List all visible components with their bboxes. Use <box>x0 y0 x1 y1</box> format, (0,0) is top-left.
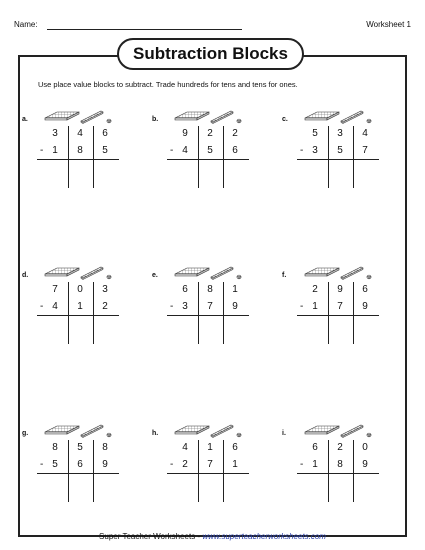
bottom-digit: 9 <box>362 301 368 312</box>
place-value-blocks <box>43 108 113 124</box>
problem-label: f. <box>282 272 287 279</box>
place-value-blocks <box>303 108 373 124</box>
bottom-digit: 6 <box>232 145 238 156</box>
tens-rod-icon <box>211 111 233 124</box>
answer-hundreds[interactable] <box>173 318 197 333</box>
place-value-blocks <box>303 264 373 280</box>
minus-sign: - <box>40 301 44 312</box>
ones-cube-icon <box>237 275 241 279</box>
subtraction-grid <box>300 282 378 354</box>
worksheet-header <box>14 20 411 34</box>
subtraction-grid <box>40 440 118 512</box>
answer-ones[interactable] <box>353 476 377 491</box>
problem-g <box>22 430 132 520</box>
top-digit: 0 <box>362 442 368 453</box>
answer-hundreds[interactable] <box>303 318 327 333</box>
column-divider <box>93 126 94 188</box>
column-divider <box>198 440 199 502</box>
top-digit: 7 <box>52 284 58 295</box>
answer-hundreds[interactable] <box>173 162 197 177</box>
answer-hundreds[interactable] <box>43 476 67 491</box>
answer-line <box>167 473 249 474</box>
column-divider <box>68 126 69 188</box>
answer-tens[interactable] <box>328 476 352 491</box>
bottom-digit: 9 <box>102 459 108 470</box>
name-line[interactable] <box>47 29 242 30</box>
subtraction-grid <box>300 440 378 512</box>
minus-sign: - <box>170 459 174 470</box>
title-banner <box>117 38 304 70</box>
tens-rod-icon <box>211 425 233 438</box>
column-divider <box>93 440 94 502</box>
hundreds-flat-icon <box>305 268 339 276</box>
minus-sign: - <box>170 301 174 312</box>
column-divider <box>223 126 224 188</box>
answer-tens[interactable] <box>328 162 352 177</box>
top-digit: 6 <box>232 442 238 453</box>
column-divider <box>198 126 199 188</box>
page-title: Subtraction Blocks <box>133 44 288 63</box>
top-digit: 2 <box>207 128 213 139</box>
problem-label: e. <box>152 272 158 279</box>
answer-tens[interactable] <box>198 318 222 333</box>
answer-line <box>297 473 379 474</box>
bottom-digit: 7 <box>337 301 343 312</box>
column-divider <box>353 282 354 344</box>
ones-cube-icon <box>367 119 371 123</box>
column-divider <box>93 282 94 344</box>
top-digit: 6 <box>312 442 318 453</box>
ones-cube-icon <box>107 275 111 279</box>
top-digit: 0 <box>77 284 83 295</box>
minus-sign: - <box>300 459 304 470</box>
place-value-blocks <box>43 264 113 280</box>
answer-hundreds[interactable] <box>173 476 197 491</box>
answer-line <box>37 159 119 160</box>
top-digit: 4 <box>77 128 83 139</box>
ones-cube-icon <box>237 433 241 437</box>
answer-ones[interactable] <box>223 162 247 177</box>
minus-sign: - <box>300 301 304 312</box>
top-digit: 9 <box>182 128 188 139</box>
place-value-blocks <box>43 422 113 438</box>
subtraction-grid <box>40 126 118 198</box>
bottom-digit: 4 <box>52 301 58 312</box>
bottom-digit: 3 <box>312 145 318 156</box>
top-digit: 2 <box>232 128 238 139</box>
bottom-digit: 7 <box>362 145 368 156</box>
answer-ones[interactable] <box>93 318 117 333</box>
place-value-blocks <box>173 422 243 438</box>
problem-i <box>282 430 392 520</box>
hundreds-flat-icon <box>305 426 339 434</box>
minus-sign: - <box>300 145 304 156</box>
column-divider <box>328 126 329 188</box>
subtraction-grid <box>300 126 378 198</box>
problem-d <box>22 272 132 362</box>
top-digit: 6 <box>362 284 368 295</box>
bottom-digit: 1 <box>52 145 58 156</box>
top-digit: 8 <box>52 442 58 453</box>
problem-e <box>152 272 262 362</box>
name-label: Name: <box>14 20 38 29</box>
answer-hundreds[interactable] <box>43 318 67 333</box>
answer-hundreds[interactable] <box>303 162 327 177</box>
answer-line <box>167 315 249 316</box>
column-divider <box>328 282 329 344</box>
ones-cube-icon <box>367 275 371 279</box>
tens-rod-icon <box>211 267 233 280</box>
answer-line <box>167 159 249 160</box>
top-digit: 3 <box>52 128 58 139</box>
top-digit: 9 <box>337 284 343 295</box>
top-digit: 1 <box>207 442 213 453</box>
tens-rod-icon <box>81 267 103 280</box>
bottom-digit: 6 <box>77 459 83 470</box>
problem-label: i. <box>282 430 286 437</box>
column-divider <box>353 126 354 188</box>
column-divider <box>68 440 69 502</box>
bottom-digit: 1 <box>232 459 238 470</box>
place-value-blocks <box>173 108 243 124</box>
answer-line <box>297 159 379 160</box>
problem-a <box>22 116 132 206</box>
answer-ones[interactable] <box>223 318 247 333</box>
place-value-blocks <box>303 422 373 438</box>
hundreds-flat-icon <box>45 268 79 276</box>
hundreds-flat-icon <box>45 112 79 120</box>
tens-rod-icon <box>341 111 363 124</box>
footer-url[interactable]: www.superteacherworksheets.com <box>202 532 326 541</box>
place-value-blocks <box>173 264 243 280</box>
answer-ones[interactable] <box>353 162 377 177</box>
answer-hundreds[interactable] <box>303 476 327 491</box>
bottom-digit: 7 <box>207 459 213 470</box>
answer-line <box>37 473 119 474</box>
bottom-digit: 2 <box>102 301 108 312</box>
hundreds-flat-icon <box>45 426 79 434</box>
ones-cube-icon <box>107 433 111 437</box>
column-divider <box>223 440 224 502</box>
problem-h <box>152 430 262 520</box>
answer-ones[interactable] <box>93 476 117 491</box>
tens-rod-icon <box>81 425 103 438</box>
column-divider <box>68 282 69 344</box>
bottom-digit: 3 <box>182 301 188 312</box>
bottom-digit: 7 <box>207 301 213 312</box>
worksheet-number: Worksheet 1 <box>366 20 411 29</box>
answer-tens[interactable] <box>68 318 92 333</box>
hundreds-flat-icon <box>175 268 209 276</box>
bottom-digit: 9 <box>362 459 368 470</box>
tens-rod-icon <box>341 267 363 280</box>
bottom-digit: 2 <box>182 459 188 470</box>
hundreds-flat-icon <box>305 112 339 120</box>
instructions: Use place value blocks to subtract. Trade hundreds for tens and tens for ones. <box>38 80 298 89</box>
top-digit: 2 <box>312 284 318 295</box>
problem-label: d. <box>22 272 29 279</box>
footer <box>0 532 425 541</box>
problem-label: a. <box>22 116 28 123</box>
bottom-digit: 5 <box>102 145 108 156</box>
minus-sign: - <box>170 145 174 156</box>
bottom-digit: 1 <box>312 459 318 470</box>
answer-ones[interactable] <box>223 476 247 491</box>
column-divider <box>328 440 329 502</box>
hundreds-flat-icon <box>175 112 209 120</box>
subtraction-grid <box>170 282 248 354</box>
problem-c <box>282 116 392 206</box>
column-divider <box>353 440 354 502</box>
top-digit: 5 <box>312 128 318 139</box>
problem-label: c. <box>282 116 288 123</box>
problem-b <box>152 116 262 206</box>
answer-tens[interactable] <box>328 318 352 333</box>
column-divider <box>223 282 224 344</box>
hundreds-flat-icon <box>175 426 209 434</box>
bottom-digit: 5 <box>337 145 343 156</box>
tens-rod-icon <box>341 425 363 438</box>
top-digit: 6 <box>102 128 108 139</box>
answer-tens[interactable] <box>68 162 92 177</box>
ones-cube-icon <box>237 119 241 123</box>
footer-brand: Super Teacher Worksheets - <box>99 532 203 541</box>
column-divider <box>198 282 199 344</box>
top-digit: 8 <box>207 284 213 295</box>
subtraction-grid <box>40 282 118 354</box>
answer-tens[interactable] <box>198 476 222 491</box>
top-digit: 8 <box>102 442 108 453</box>
problem-label: b. <box>152 116 159 123</box>
top-digit: 3 <box>102 284 108 295</box>
top-digit: 1 <box>232 284 238 295</box>
top-digit: 4 <box>182 442 188 453</box>
answer-line <box>297 315 379 316</box>
bottom-digit: 1 <box>77 301 83 312</box>
minus-sign: - <box>40 145 44 156</box>
top-digit: 3 <box>337 128 343 139</box>
bottom-digit: 9 <box>232 301 238 312</box>
answer-ones[interactable] <box>93 162 117 177</box>
top-digit: 5 <box>77 442 83 453</box>
answer-ones[interactable] <box>353 318 377 333</box>
tens-rod-icon <box>81 111 103 124</box>
bottom-digit: 8 <box>337 459 343 470</box>
problem-label: h. <box>152 430 159 437</box>
subtraction-grid <box>170 126 248 198</box>
problem-label: g. <box>22 430 29 437</box>
problem-f <box>282 272 392 362</box>
bottom-digit: 5 <box>52 459 58 470</box>
answer-line <box>37 315 119 316</box>
bottom-digit: 8 <box>77 145 83 156</box>
top-digit: 2 <box>337 442 343 453</box>
bottom-digit: 5 <box>207 145 213 156</box>
subtraction-grid <box>170 440 248 512</box>
top-digit: 4 <box>362 128 368 139</box>
bottom-digit: 1 <box>312 301 318 312</box>
answer-tens[interactable] <box>68 476 92 491</box>
ones-cube-icon <box>107 119 111 123</box>
answer-hundreds[interactable] <box>43 162 67 177</box>
minus-sign: - <box>40 459 44 470</box>
top-digit: 6 <box>182 284 188 295</box>
answer-tens[interactable] <box>198 162 222 177</box>
bottom-digit: 4 <box>182 145 188 156</box>
ones-cube-icon <box>367 433 371 437</box>
